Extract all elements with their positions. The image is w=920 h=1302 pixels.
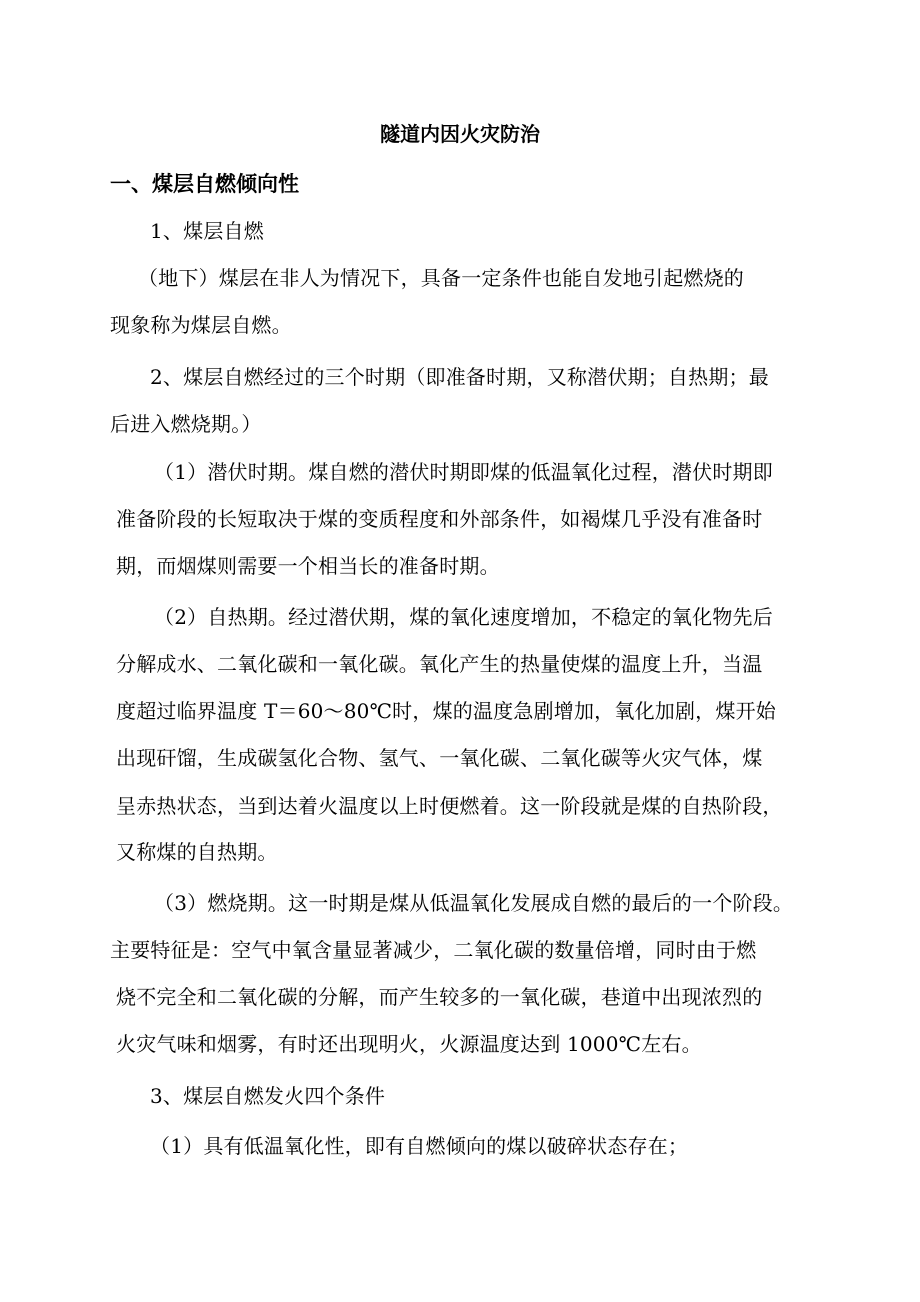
text-line: 烧不完全和二氧化碳的分解，而产生较多的一氧化碳，巷道中出现浓烈的 [116, 985, 763, 1009]
text-line: 3、煤层自燃发火四个条件 [150, 1084, 386, 1108]
text-line: （3）燃烧期。这一时期是煤从低温氧化发展成自燃的最后的一个阶段。 [154, 891, 794, 915]
text-line: （1）具有低温氧化性，即有自燃倾向的煤以破碎状态存在； [150, 1134, 689, 1158]
text-line: 现象称为煤层自燃。 [110, 313, 292, 337]
text-line: 主要特征是：空气中氧含量显著减少，二氧化碳的数量倍增，同时由于燃 [110, 938, 757, 962]
document-title: 隧道内因火灾防治 [380, 122, 540, 146]
text-line: 火灾气味和烟雾，有时还出现明火，火源温度达到 1000℃左右。 [116, 1032, 702, 1056]
text-line: 分解成水、二氧化碳和一氧化碳。氧化产生的热量使煤的温度上升，当温 [116, 652, 763, 676]
text-line: 期，而烟煤则需要一个相当长的准备时期。 [116, 554, 500, 578]
text-line: 度超过临界温度 T＝60～80℃时，煤的温度急剧增加，氧化加剧，煤开始 [116, 699, 776, 723]
text-line: 后进入燃烧期。） [110, 412, 262, 436]
text-line: （1）潜伏时期。煤自燃的潜伏时期即煤的低温氧化过程，潜伏时期即 [154, 460, 773, 484]
text-line: 又称煤的自热期。 [116, 840, 278, 864]
text-line: 准备阶段的长短取决于煤的变质程度和外部条件，如褐煤几乎没有准备时 [116, 507, 763, 531]
text-line: （2）自热期。经过潜伏期，煤的氧化速度增加，不稳定的氧化物先后 [154, 605, 773, 629]
text-line: 呈赤热状态，当到达着火温度以上时便燃着。这一阶段就是煤的自热阶段， [116, 794, 783, 818]
text-line: 2、煤层自燃经过的三个时期（即准备时期，又称潜伏期；自热期；最 [150, 365, 769, 389]
text-line: 1、煤层自燃 [150, 219, 264, 243]
text-line: 出现矸馏，生成碳氢化合物、氢气、一氧化碳、二氧化碳等火灾气体，煤 [116, 746, 763, 770]
section-heading: 一、煤层自燃倾向性 [110, 172, 299, 196]
text-line: （地下）煤层在非人为情况下，具备一定条件也能自发地引起燃烧的 [138, 266, 744, 290]
